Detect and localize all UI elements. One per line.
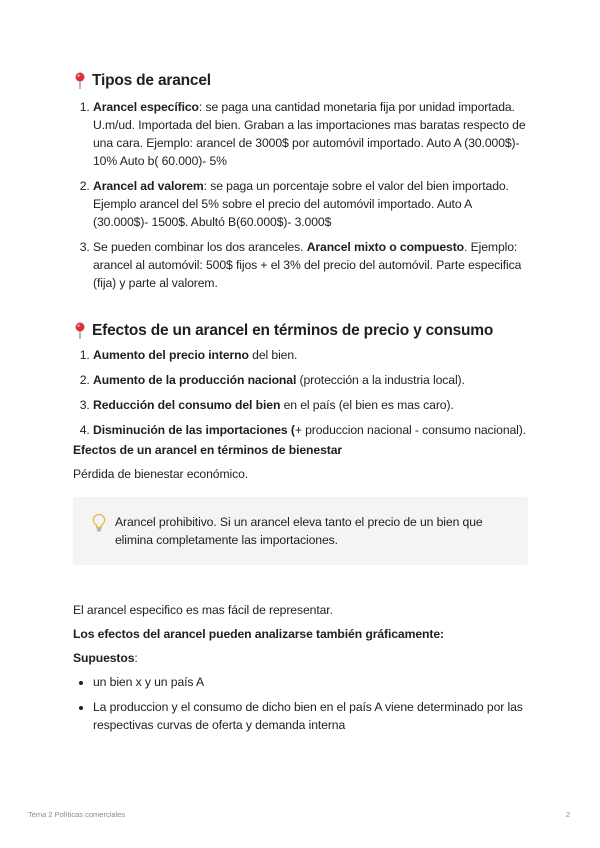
page-number: 2 — [565, 810, 570, 819]
list-item: 2. Arancel ad valorem: se paga un porcentaje sobre el valor del bien importado. Ejemplo arancel del 5% sobre el precio del automóvil importado. Auto A (30.000$)- 1500$. Abultó B(60.000$)- 3.000$ — [93, 177, 528, 231]
supuestos-list — [73, 673, 528, 734]
supuestos-label: Supuestos: — [73, 651, 138, 665]
pushpin-icon — [73, 72, 87, 90]
paragraph: El arancel especifico es mas fácil de representar. — [73, 603, 333, 617]
list-item: • un bien x y un país A — [93, 673, 528, 691]
section-heading-efectos — [73, 320, 528, 342]
efectos-list — [73, 346, 528, 439]
section-heading-tipos — [73, 70, 528, 92]
section-title: Efectos de un arancel en términos de precio y consumo — [92, 322, 494, 339]
list-item: 1. Arancel específico: se paga una cantidad monetaria fija por unidad importada. U.m/ud. Importada del bien. Graban a las importaciones mas baratas respecto de una cara. Ejemplo: arancel de 3000$ por automóvil importado. Auto A (30.000$)- 10% Auto b( 60.000)- 5% — [93, 98, 528, 170]
pushpin-icon — [73, 322, 87, 340]
tipos-list — [73, 98, 528, 292]
callout-box — [73, 497, 528, 565]
list-item: 3. Se pueden combinar los dos aranceles. Arancel mixto o compuesto. Ejemplo: arancel al automóvil: 500$ fijos + el 3% del precio del automóvil. Parte especifica (fija) y parte al valorem. — [93, 238, 528, 292]
list-item: 3. Reducción del consumo del bien en el país (el bien es mas caro). — [93, 396, 528, 414]
bienestar-heading: Efectos de un arancel en términos de bienestar — [73, 443, 343, 457]
footer-title: Tema 2 Políticas comerciales — [28, 810, 126, 819]
list-item: 2. Aumento de la producción nacional (protección a la industria local). — [93, 371, 528, 389]
list-item: 4. Disminución de las importaciones (+ produccion nacional - consumo nacional). — [93, 421, 528, 439]
list-item: 1. Aumento del precio interno del bien. — [93, 346, 528, 364]
document-body — [73, 70, 528, 741]
section-title: Tipos de arancel — [92, 72, 211, 89]
lightbulb-icon — [91, 513, 107, 533]
list-item: • La produccion y el consumo de dicho bien en el país A viene determinado por las respectivas curvas de oferta y demanda interna — [93, 698, 528, 734]
bienestar-text: Pérdida de bienestar económico. — [73, 467, 249, 481]
graficamente-heading: Los efectos del arancel pueden analizarse también gráficamente: — [73, 627, 444, 641]
callout-text: Arancel prohibitivo. Si un arancel eleva tanto el precio de un bien que elimina completamente las importaciones. — [115, 515, 483, 547]
